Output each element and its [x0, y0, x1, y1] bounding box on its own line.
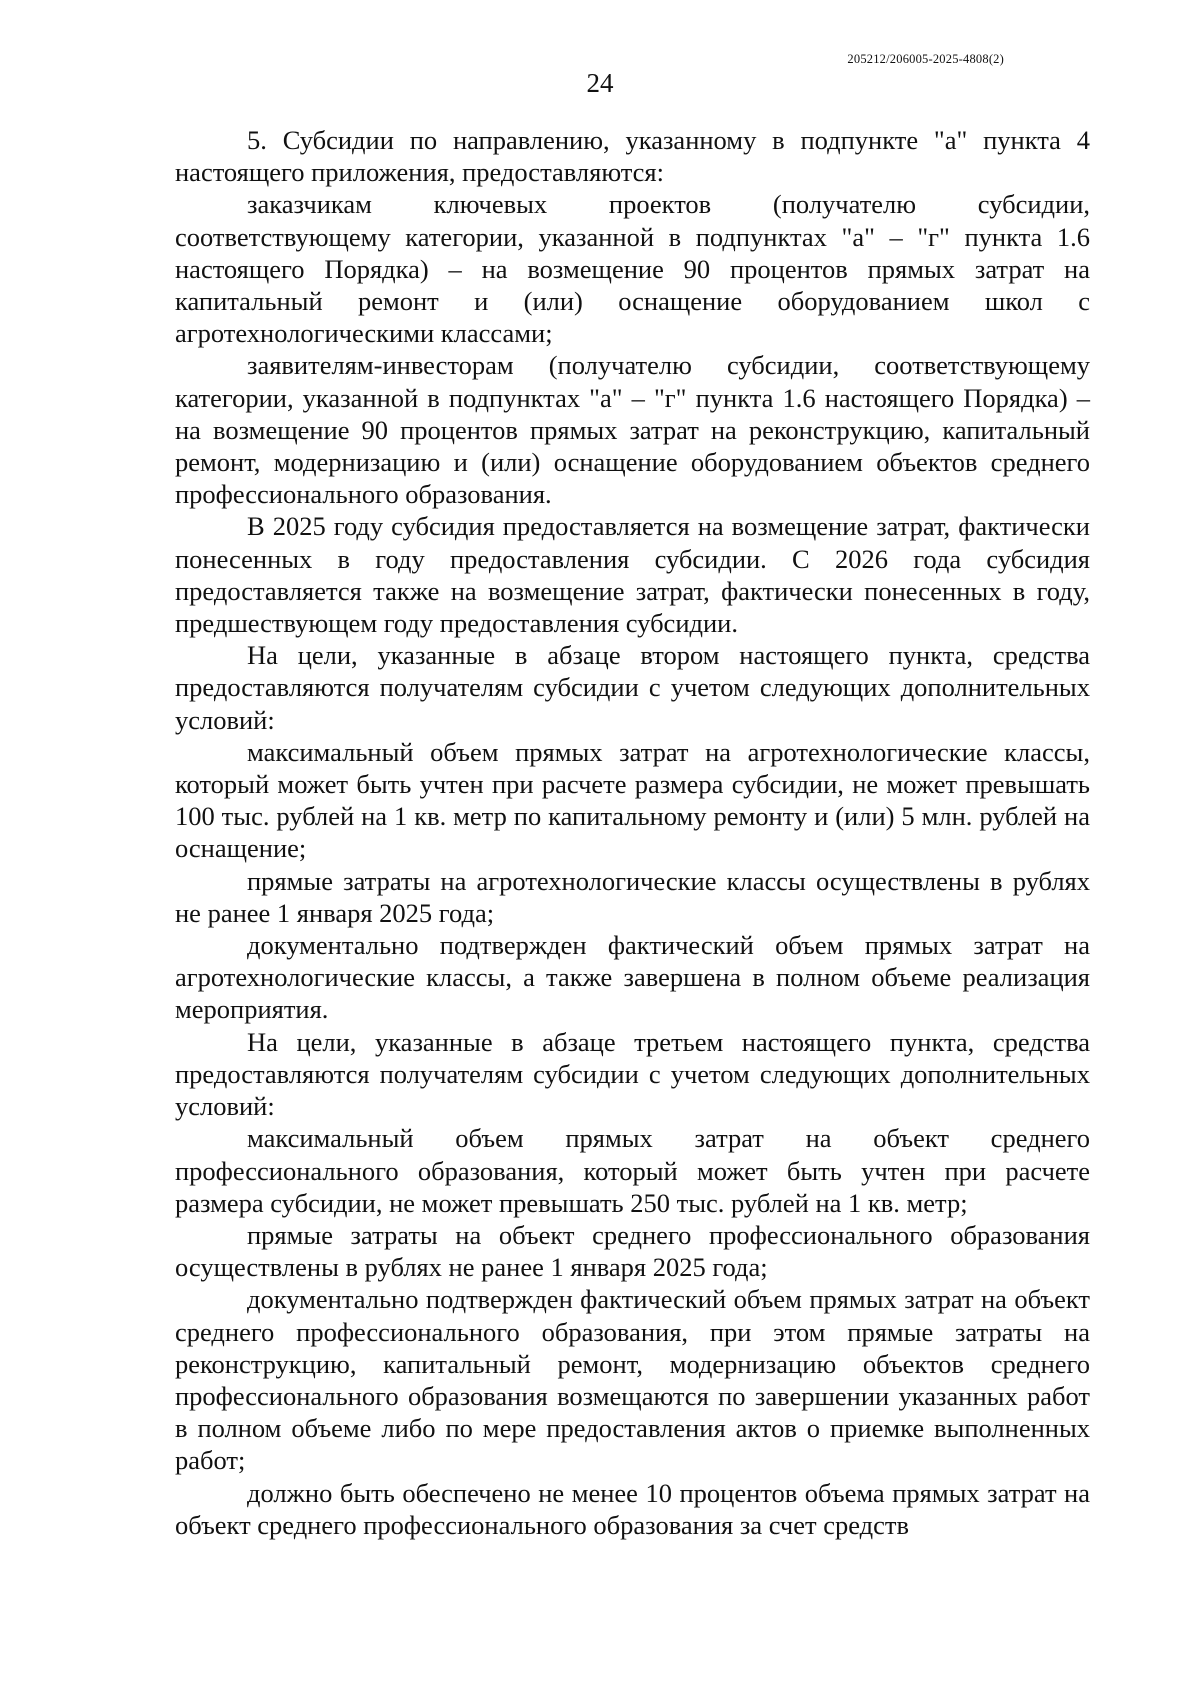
paragraph-direct-costs-agro-classes: прямые затраты на агротехнологические классы осуществлены в рублях не ранее 1 января 2025 года;: [175, 865, 1090, 928]
document-registration-number: 205212/206005-2025-4808(2): [847, 52, 1004, 66]
paragraph-conditions-second-abzac: На цели, указанные в абзаце втором настоящего пункта, средства предоставляются получателям субсидии с учетом следующих дополнительных условий:: [175, 640, 1090, 735]
paragraph-subsidy-years: В 2025 году субсидия предоставляется на возмещение затрат, фактически понесенных в году предоставления субсидии. С 2026 года субсидия предоставляется также на возмещение затрат, фактически понесенных в году, предшествующем году предоставления субсидии.: [175, 511, 1090, 639]
paragraph-subsidies-intro: 5. Субсидии по направлению, указанному в подпункте "а" пункта 4 настоящего приложения, предоставляются:: [175, 125, 1090, 188]
paragraph-cofinancing: должно быть обеспечено не менее 10 процентов объема прямых затрат на объект среднего профессионального образования за счет средств: [175, 1477, 1090, 1540]
paragraph-max-cost-spo: максимальный объем прямых затрат на объект среднего профессионального образования, который может быть учтен при расчете размера субсидии, не может превышать 250 тыс. рублей на 1 кв. метр;: [175, 1123, 1090, 1218]
paragraph-documented-costs-agro-classes: документально подтвержден фактический объем прямых затрат на агротехнологические классы, а также завершена в полном объеме реализация мероприятия.: [175, 930, 1090, 1025]
page-number: 24: [586, 68, 614, 98]
paragraph-conditions-third-abzac: На цели, указанные в абзаце третьем настоящего пункта, средства предоставляются получателям субсидии с учетом следующих дополнительных условий:: [175, 1026, 1090, 1122]
paragraph-max-cost-agro-classes: максимальный объем прямых затрат на агротехнологические классы, который может быть учтен при расчете размера субсидии, не может превышать 100 тыс. рублей на 1 кв. метр по капитальному ремонту и (или) 5 млн. рублей на оснащение;: [175, 736, 1090, 864]
paragraph-key-project-customers: заказчикам ключевых проектов (получателю субсидии, соответствующему категории, указанной в подпунктах "а" – "г" пункта 1.6 настоящего Порядка) – на возмещение 90 процентов прямых затрат на капитальный ремонт и (или) оснащение оборудованием школ с агротехнологическими классами;: [175, 189, 1090, 349]
paragraph-documented-costs-spo: документально подтвержден фактический объем прямых затрат на объект среднего профессионального образования, при этом прямые затраты на реконструкцию, капитальный ремонт, модернизацию объектов среднего профессионального образования возмещаются по завершении указанных работ в полном объеме либо по мере предоставления актов о приемке выполненных работ;: [175, 1284, 1090, 1476]
document-body: [175, 124, 1090, 1541]
paragraph-applicant-investors: заявителям-инвесторам (получателю субсидии, соответствующему категории, указанной в подпунктах "а" – "г" пункта 1.6 настоящего Порядка) – на возмещение 90 процентов прямых затрат на реконструкцию, капитальный ремонт, модернизацию и (или) оснащение оборудованием объектов среднего профессионального образования.: [175, 350, 1090, 510]
paragraph-direct-costs-spo: прямые затраты на объект среднего профессионального образования осуществлены в рублях не ранее 1 января 2025 года;: [175, 1219, 1090, 1283]
